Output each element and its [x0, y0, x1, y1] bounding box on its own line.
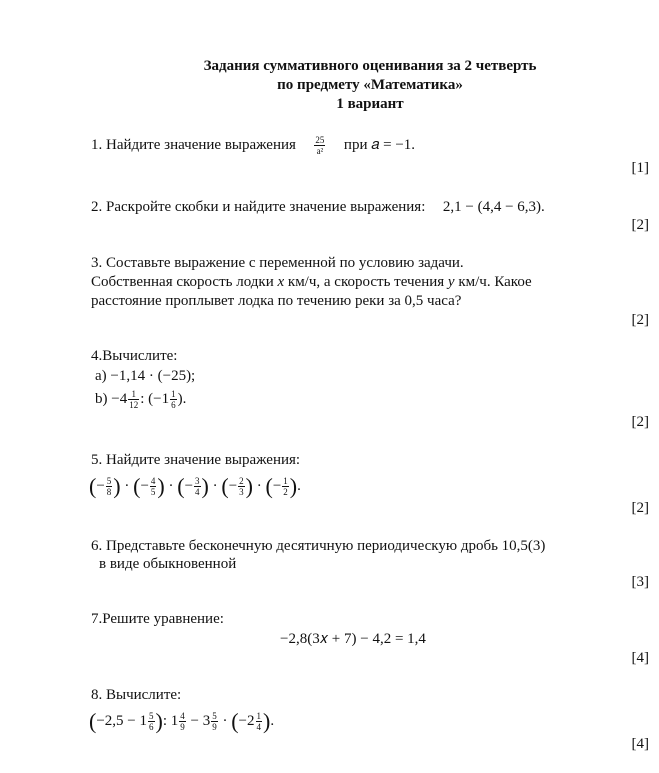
task-4-part-a: a) −1,14 · (−25);	[95, 368, 196, 384]
doc-title-line2: по предмету «Математика»	[277, 77, 463, 93]
task-2-mark: [2]	[631, 217, 649, 233]
task-1-fraction: $\frac{25}{\text{a²}}$	[315, 135, 325, 156]
task-6-mark: [3]	[631, 574, 649, 590]
task-6-line1: 6. Представьте бесконечную десятичную периодическую дробь 10,5(3)	[91, 538, 546, 554]
task-4-heading: 4.Вычислите:	[91, 348, 178, 364]
task-3-line3: расстояние проплывет лодка по течению реки за 0,5 часа?	[91, 293, 462, 309]
task-4-part-b: b) −4 $\frac{1}{12}$ : (−1 $\frac{1}{6}$ ).	[95, 389, 187, 410]
task-8-mark: [4]	[631, 736, 649, 752]
task-2-text: 2. Раскройте скобки и найдите значение выражения:	[91, 199, 426, 215]
variable-y: y	[447, 274, 455, 290]
task-3-mark: [2]	[631, 312, 649, 328]
task-8-expression: (−2,5 − 1 $\frac{5}{6}$ ): 1 $\frac{4}{9}$ − 3 $\frac{5}{9}$ · (−2 $\frac{1}{4}$ ).	[89, 708, 275, 734]
task-1-mark: [1]	[631, 160, 649, 176]
task-7-equation: −2,8(3𝑥 + 7) − 4,2 = 1,4	[280, 631, 426, 647]
task-2-expression: 2,1 − (4,4 − 6,3).	[442, 199, 545, 215]
task-6-line2: в виде обыкновенной	[99, 556, 237, 572]
task-3-line2: Собственная скорость лодки x км/ч, а скорость течения y км/ч. Какое	[91, 274, 532, 290]
task-5-expression: (− $\frac{5}{8}$ ) · (− $\frac{4}{5}$ ) · (− $\frac{3}{4}$ ) · (− $\frac{2}{3}$ ) · (− $\frac{1}{2}$ ).	[89, 473, 301, 499]
task-7-heading: 7.Решите уравнение:	[91, 611, 224, 627]
task-5-heading: 5. Найдите значение выражения:	[91, 452, 301, 468]
doc-title-variant: 1 вариант	[336, 96, 404, 112]
task-1-condition: при 𝑎 = −1.	[343, 136, 416, 153]
task-2	[91, 198, 545, 216]
task-4-mark: [2]	[631, 414, 649, 430]
variable-x: x	[277, 274, 285, 290]
task-1-text: 1. Найдите значение выражения	[91, 136, 296, 153]
task-3-line1: 3. Составьте выражение с переменной по условию задачи.	[91, 255, 464, 271]
doc-title-line1: Задания суммативного оценивания за 2 четверть	[203, 58, 537, 74]
task-5-mark: [2]	[631, 500, 649, 516]
task-7-mark: [4]	[631, 650, 649, 666]
task-1	[91, 135, 415, 156]
task-8-heading: 8. Вычислите:	[91, 687, 182, 703]
